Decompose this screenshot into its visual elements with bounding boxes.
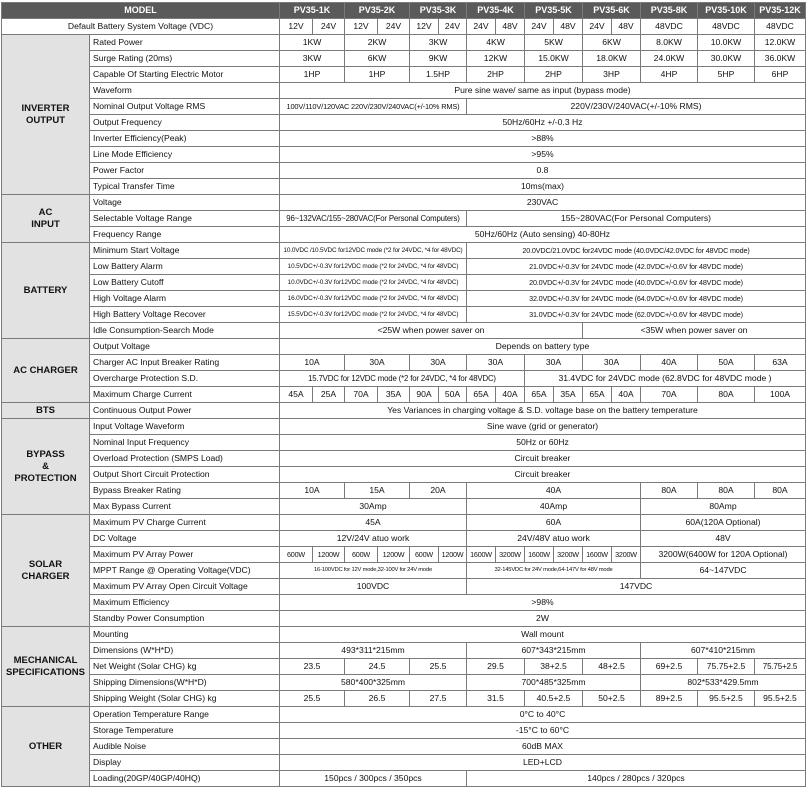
section-battery: BATTERY bbox=[2, 243, 90, 339]
cell: 0.8 bbox=[280, 163, 806, 179]
cell: 50Hz/60Hz +/-0.3 Hz bbox=[280, 115, 806, 131]
row-label: Selectable Voltage Range bbox=[90, 211, 280, 227]
cell: 1200W bbox=[439, 547, 467, 563]
cell: 9KW bbox=[410, 51, 467, 67]
cell: 95.5+2.5 bbox=[755, 691, 806, 707]
ac-voltage-row bbox=[2, 195, 806, 211]
row-label: Maximum PV Charge Current bbox=[90, 515, 280, 531]
cell: 16-100VDC for 12V mode,32-100V for 24V mode bbox=[280, 563, 467, 579]
motor-row bbox=[2, 67, 806, 83]
cell: 40A bbox=[496, 387, 525, 403]
row-label: Frequency Range bbox=[90, 227, 280, 243]
cell: 24.5 bbox=[345, 659, 410, 675]
storage-temp-row bbox=[2, 723, 806, 739]
max-bypass-row bbox=[2, 499, 806, 515]
section-label: CHARGER bbox=[21, 570, 70, 582]
cell: >98% bbox=[280, 595, 806, 611]
cell: 40A bbox=[612, 387, 641, 403]
section-ac-charger: AC CHARGER bbox=[2, 339, 90, 403]
cell: 1200W bbox=[378, 547, 410, 563]
cell: Depends on battery type bbox=[280, 339, 806, 355]
cell: 23.5 bbox=[280, 659, 345, 675]
cell: 80A bbox=[755, 483, 806, 499]
cell: 600W bbox=[345, 547, 378, 563]
cell: 89+2.5 bbox=[641, 691, 698, 707]
overcharge-row bbox=[2, 371, 806, 387]
cell: 50A bbox=[439, 387, 467, 403]
nominal-voltage-row bbox=[2, 99, 806, 115]
cell: 30Amp bbox=[280, 499, 467, 515]
row-label: Voltage bbox=[90, 195, 280, 211]
dc-voltage-row bbox=[2, 531, 806, 547]
cell: >95% bbox=[280, 147, 806, 163]
section-label: PROTECTION bbox=[14, 472, 77, 484]
model-5k: PV35-5K bbox=[525, 3, 583, 19]
cell: 1200W bbox=[313, 547, 345, 563]
cell: 607*410*215mm bbox=[641, 643, 806, 659]
cell: 5KW bbox=[525, 35, 583, 51]
surge-row bbox=[2, 51, 806, 67]
power-factor-row bbox=[2, 163, 806, 179]
section-label: AC bbox=[38, 206, 53, 218]
row-label: Overload Protection (SMPS Load) bbox=[90, 451, 280, 467]
cell: 8.0KW bbox=[641, 35, 698, 51]
cell: 3200W bbox=[496, 547, 525, 563]
cell: 16.0VDC+/-0.3V for12VDC mode (*2 for 24VDC, *4 for 48VDC) bbox=[280, 291, 467, 307]
cell: 40.5+2.5 bbox=[525, 691, 583, 707]
frequency-row bbox=[2, 115, 806, 131]
cell: 2HP bbox=[467, 67, 525, 83]
cell: 26.5 bbox=[345, 691, 410, 707]
row-label: Max Bypass Current bbox=[90, 499, 280, 515]
cell: 25A bbox=[313, 387, 345, 403]
cell: 24.0KW bbox=[641, 51, 698, 67]
row-label: High Voltage Alarm bbox=[90, 291, 280, 307]
cell: 95.5+2.5 bbox=[698, 691, 755, 707]
model-4k: PV35-4K bbox=[467, 3, 525, 19]
row-label: Audible Noise bbox=[90, 739, 280, 755]
cell: 15.5VDC+/-0.3V for12VDC mode (*2 for 24VDC, *4 for 48VDC) bbox=[280, 307, 467, 323]
section-bypass-protection bbox=[2, 419, 90, 515]
cell: 30A bbox=[410, 355, 467, 371]
spec-table bbox=[1, 2, 806, 787]
row-label: Default Battery System Voltage (VDC) bbox=[2, 19, 280, 35]
row-label: Dimensions (W*H*D) bbox=[90, 643, 280, 659]
cell: Sine wave (grid or generator) bbox=[280, 419, 806, 435]
default-voltage-row bbox=[2, 19, 806, 35]
section-inverter-output bbox=[2, 35, 90, 195]
cell: 30A bbox=[583, 355, 641, 371]
open-circuit-row bbox=[2, 579, 806, 595]
loading-row bbox=[2, 771, 806, 787]
model-10k: PV35-10K bbox=[698, 3, 755, 19]
row-label: Idle Consumption-Search Mode bbox=[90, 323, 280, 339]
row-label: Power Factor bbox=[90, 163, 280, 179]
input-frequency-row bbox=[2, 435, 806, 451]
row-label: DC Voltage bbox=[90, 531, 280, 547]
cell: 75.75+2.5 bbox=[755, 659, 806, 675]
cell: 600W bbox=[410, 547, 439, 563]
cell: 0°C to 40°C bbox=[280, 707, 806, 723]
cell: 1HP bbox=[280, 67, 345, 83]
cell: 48VDC bbox=[698, 19, 755, 35]
cell: 50Hz/60Hz (Auto sensing) 40-80Hz bbox=[280, 227, 806, 243]
cell: 1HP bbox=[345, 67, 410, 83]
cell: 140pcs / 280pcs / 320pcs bbox=[467, 771, 806, 787]
cell: 31.4VDC for 24VDC mode (62.8VDC for 48VDC mode ) bbox=[525, 371, 806, 387]
cell: 10.0KW bbox=[698, 35, 755, 51]
cell: 48V bbox=[641, 531, 806, 547]
row-label: Minimum Start Voltage bbox=[90, 243, 280, 259]
cell: 30A bbox=[345, 355, 410, 371]
cell: 31.0VDC+/-0.3V for 24VDC mode (62.0VDC+/-0.6V for 48VDC mode) bbox=[467, 307, 806, 323]
cell: 80A bbox=[641, 483, 698, 499]
ship-weight-row bbox=[2, 691, 806, 707]
cell: 10.0VDC+/-0.3V for12VDC mode (*2 for 24VDC, *4 for 48VDC) bbox=[280, 275, 467, 291]
cell: 36.0KW bbox=[755, 51, 806, 67]
cell: 29.5 bbox=[467, 659, 525, 675]
cell: 1600W bbox=[583, 547, 612, 563]
bts-row bbox=[2, 403, 806, 419]
cell: Circuit breaker bbox=[280, 451, 806, 467]
cell: 220V/230V/240VAC(+/-10% RMS) bbox=[467, 99, 806, 115]
cell: 48V bbox=[554, 19, 583, 35]
cell: 3KW bbox=[280, 51, 345, 67]
cell: 100VDC bbox=[280, 579, 467, 595]
high-alarm-row bbox=[2, 291, 806, 307]
section-ac-input bbox=[2, 195, 90, 243]
row-label: Maximum Charge Current bbox=[90, 387, 280, 403]
row-label: MPPT Range @ Operating Voltage(VDC) bbox=[90, 563, 280, 579]
cell: 24V bbox=[583, 19, 612, 35]
cell: 64~147VDC bbox=[641, 563, 806, 579]
cell: 12.0KW bbox=[755, 35, 806, 51]
cell: 65A bbox=[525, 387, 554, 403]
cell: 60A bbox=[467, 515, 641, 531]
cell: 147VDC bbox=[467, 579, 806, 595]
cell: 10ms(max) bbox=[280, 179, 806, 195]
cell: 20.0VDC+/-0.3V for 24VDC mode (40.0VDC+/-0.6V for 48VDC mode) bbox=[467, 275, 806, 291]
dimensions-row bbox=[2, 643, 806, 659]
pv-array-power-row bbox=[2, 547, 806, 563]
voltage-range-row bbox=[2, 211, 806, 227]
cell: 100A bbox=[755, 387, 806, 403]
section-other: OTHER bbox=[2, 707, 90, 787]
spec-sheet bbox=[1, 2, 806, 787]
cell: 10A bbox=[280, 355, 345, 371]
max-charge-current-row bbox=[2, 387, 806, 403]
cell: 3HP bbox=[583, 67, 641, 83]
charger-output-row bbox=[2, 339, 806, 355]
cell: 32.0VDC+/-0.3V for 24VDC mode (64.0VDC+/-0.6V for 48VDC mode) bbox=[467, 291, 806, 307]
cell: >88% bbox=[280, 131, 806, 147]
cell: 493*311*215mm bbox=[280, 643, 467, 659]
idle-row bbox=[2, 323, 806, 339]
cell: 48V bbox=[496, 19, 525, 35]
cell: 580*400*325mm bbox=[280, 675, 467, 691]
cell: 6KW bbox=[345, 51, 410, 67]
section-label: INPUT bbox=[31, 218, 60, 230]
cell: 2KW bbox=[345, 35, 410, 51]
cell: 12V bbox=[410, 19, 439, 35]
cell: -15°C to 60°C bbox=[280, 723, 806, 739]
cell: 3200W bbox=[612, 547, 641, 563]
mounting-row bbox=[2, 627, 806, 643]
cell: 30.0KW bbox=[698, 51, 755, 67]
cell: 30A bbox=[467, 355, 525, 371]
cell: 2W bbox=[280, 611, 806, 627]
model-3k: PV35-3K bbox=[410, 3, 467, 19]
low-alarm-row bbox=[2, 259, 806, 275]
model-2k: PV35-2K bbox=[345, 3, 410, 19]
cell: 75.75+2.5 bbox=[698, 659, 755, 675]
cell: 35A bbox=[554, 387, 583, 403]
row-label: Line Mode Efficiency bbox=[90, 147, 280, 163]
row-label: Typical Transfer Time bbox=[90, 179, 280, 195]
row-label: Overcharge Protection S.D. bbox=[90, 371, 280, 387]
cell: 12V/24V atuo work bbox=[280, 531, 467, 547]
row-label: Input Voltage Waveform bbox=[90, 419, 280, 435]
cell: 150pcs / 300pcs / 350pcs bbox=[280, 771, 467, 787]
cell: 15A bbox=[345, 483, 410, 499]
cell: <35W when power saver on bbox=[583, 323, 806, 339]
row-label: Mounting bbox=[90, 627, 280, 643]
section-label: SPECIFICATIONS bbox=[6, 666, 85, 678]
row-label: High Battery Voltage Recover bbox=[90, 307, 280, 323]
row-label: Output Frequency bbox=[90, 115, 280, 131]
waveform-row bbox=[2, 83, 806, 99]
cell: 12KW bbox=[467, 51, 525, 67]
row-label: Nominal Output Voltage RMS bbox=[90, 99, 280, 115]
cell: 6KW bbox=[583, 35, 641, 51]
frequency-range-row bbox=[2, 227, 806, 243]
section-label: OUTPUT bbox=[25, 114, 66, 126]
section-bts: BTS bbox=[2, 403, 90, 419]
cell: 12V bbox=[345, 19, 378, 35]
cell: 38+2.5 bbox=[525, 659, 583, 675]
bypass-breaker-row bbox=[2, 483, 806, 499]
cell: 1.5HP bbox=[410, 67, 467, 83]
cell: 48VDC bbox=[755, 19, 806, 35]
cell: 2HP bbox=[525, 67, 583, 83]
cell: 24V bbox=[378, 19, 410, 35]
cell: 31.5 bbox=[467, 691, 525, 707]
row-label: Low Battery Alarm bbox=[90, 259, 280, 275]
cell: 4HP bbox=[641, 67, 698, 83]
max-efficiency-row bbox=[2, 595, 806, 611]
row-label: Standby Power Consumption bbox=[90, 611, 280, 627]
min-start-row bbox=[2, 243, 806, 259]
cell: 155~280VAC(For Personal Computers) bbox=[467, 211, 806, 227]
row-label: Capable Of Starting Electric Motor bbox=[90, 67, 280, 83]
cell: 27.5 bbox=[410, 691, 467, 707]
section-label: MECHANICAL bbox=[13, 654, 78, 666]
cell: 70A bbox=[345, 387, 378, 403]
display-row bbox=[2, 755, 806, 771]
standby-row bbox=[2, 611, 806, 627]
cell: 10.0VDC /10.5VDC for12VDC mode (*2 for 24VDC, *4 for 48VDC) bbox=[280, 243, 467, 259]
cell: 45A bbox=[280, 387, 313, 403]
row-label: Output Voltage bbox=[90, 339, 280, 355]
cell: 50A bbox=[698, 355, 755, 371]
efficiency-row bbox=[2, 131, 806, 147]
row-label: Surge Rating (20ms) bbox=[90, 51, 280, 67]
row-label: Continuous Output Power bbox=[90, 403, 280, 419]
cell: 65A bbox=[467, 387, 496, 403]
row-label: Rated Power bbox=[90, 35, 280, 51]
row-label: Maximum Efficiency bbox=[90, 595, 280, 611]
cell: 80A bbox=[698, 387, 755, 403]
cell: 1600W bbox=[467, 547, 496, 563]
noise-row bbox=[2, 739, 806, 755]
cell: 3200W bbox=[554, 547, 583, 563]
input-waveform-row bbox=[2, 419, 806, 435]
op-temp-row bbox=[2, 707, 806, 723]
overload-row bbox=[2, 451, 806, 467]
cell: Wall mount bbox=[280, 627, 806, 643]
row-label: Storage Temperature bbox=[90, 723, 280, 739]
cell: 40A bbox=[641, 355, 698, 371]
row-label: Maximum PV Array Open Circuit Voltage bbox=[90, 579, 280, 595]
cell: 12V bbox=[280, 19, 313, 35]
cell: 607*343*215mm bbox=[467, 643, 641, 659]
cell: 60A(120A Optional) bbox=[641, 515, 806, 531]
cell: 700*485*325mm bbox=[467, 675, 641, 691]
section-mechanical bbox=[2, 627, 90, 707]
cell: 80A bbox=[698, 483, 755, 499]
cell: 69+2.5 bbox=[641, 659, 698, 675]
cell: 100V/110V/120VAC 220V/230V/240VAC(+/-10% RMS) bbox=[280, 99, 467, 115]
cell: 20A bbox=[410, 483, 467, 499]
section-label: SOLAR bbox=[28, 558, 63, 570]
short-circuit-row bbox=[2, 467, 806, 483]
cell: 24V bbox=[467, 19, 496, 35]
cell: 4KW bbox=[467, 35, 525, 51]
cell: 3200W(6400W for 120A Optional) bbox=[641, 547, 806, 563]
cell: 25.5 bbox=[280, 691, 345, 707]
cell: 600W bbox=[280, 547, 313, 563]
cell: 24V bbox=[525, 19, 554, 35]
section-label: BYPASS bbox=[26, 448, 65, 460]
cell: 48VDC bbox=[641, 19, 698, 35]
cell: 80Amp bbox=[641, 499, 806, 515]
cell: 40A bbox=[467, 483, 641, 499]
cell: 50+2.5 bbox=[583, 691, 641, 707]
cell: 48+2.5 bbox=[583, 659, 641, 675]
row-label: Operation Temperature Range bbox=[90, 707, 280, 723]
cell: 24V bbox=[439, 19, 467, 35]
row-label: Display bbox=[90, 755, 280, 771]
row-label: Nominal Input Frequency bbox=[90, 435, 280, 451]
row-label: Waveform bbox=[90, 83, 280, 99]
pv-current-row bbox=[2, 515, 806, 531]
header-row bbox=[2, 3, 806, 19]
cell: 10.5VDC+/-0.3V for12VDC mode (*2 for 24VDC, *4 for 48VDC) bbox=[280, 259, 467, 275]
cell: 802*533*429.5mm bbox=[641, 675, 806, 691]
net-weight-row bbox=[2, 659, 806, 675]
row-label: Loading(20GP/40GP/40HQ) bbox=[90, 771, 280, 787]
cell: 40Amp bbox=[467, 499, 641, 515]
cell: 24V/48V atuo work bbox=[467, 531, 641, 547]
model-header: MODEL bbox=[2, 3, 280, 19]
cell: 15.0KW bbox=[525, 51, 583, 67]
charger-breaker-row bbox=[2, 355, 806, 371]
cell: LED+LCD bbox=[280, 755, 806, 771]
section-label: INVERTER bbox=[21, 102, 70, 114]
row-label: Net Weight (Solar CHG) kg bbox=[90, 659, 280, 675]
cell: 10A bbox=[280, 483, 345, 499]
section-solar-charger bbox=[2, 515, 90, 627]
cell: Circuit breaker bbox=[280, 467, 806, 483]
cell: 18.0KW bbox=[583, 51, 641, 67]
cell: 15.7VDC for 12VDC mode (*2 for 24VDC, *4 for 48VDC) bbox=[280, 371, 525, 387]
cell: 63A bbox=[755, 355, 806, 371]
cell: 90A bbox=[410, 387, 439, 403]
cell: 25.5 bbox=[410, 659, 467, 675]
cell: 230VAC bbox=[280, 195, 806, 211]
model-8k: PV35-8K bbox=[641, 3, 698, 19]
high-recover-row bbox=[2, 307, 806, 323]
cell: 35A bbox=[378, 387, 410, 403]
cell: 6HP bbox=[755, 67, 806, 83]
cell: 96~132VAC/155~280VAC(For Personal Computers) bbox=[280, 211, 467, 227]
cell: 5HP bbox=[698, 67, 755, 83]
section-label: & bbox=[42, 460, 49, 472]
row-label: Charger AC Input Breaker Rating bbox=[90, 355, 280, 371]
cell: Pure sine wave/ same as input (bypass mode) bbox=[280, 83, 806, 99]
model-12k: PV35-12K bbox=[755, 3, 806, 19]
cell: 48V bbox=[612, 19, 641, 35]
line-efficiency-row bbox=[2, 147, 806, 163]
rated-power-row bbox=[2, 35, 806, 51]
row-label: Low Battery Cutoff bbox=[90, 275, 280, 291]
row-label: Bypass Breaker Rating bbox=[90, 483, 280, 499]
cell: Yes Variances in charging voltage & S.D. voltage base on the battery temperature bbox=[280, 403, 806, 419]
low-cutoff-row bbox=[2, 275, 806, 291]
mppt-row bbox=[2, 563, 806, 579]
transfer-time-row bbox=[2, 179, 806, 195]
row-label: Inverter Efficiency(Peak) bbox=[90, 131, 280, 147]
model-6k: PV35-6K bbox=[583, 3, 641, 19]
ship-dimensions-row bbox=[2, 675, 806, 691]
model-1k: PV35-1K bbox=[280, 3, 345, 19]
cell: 21.0VDC+/-0.3V for 24VDC mode (42.0VDC+/-0.6V for 48VDC mode) bbox=[467, 259, 806, 275]
cell: 1600W bbox=[525, 547, 554, 563]
cell: 65A bbox=[583, 387, 612, 403]
cell: 24V bbox=[313, 19, 345, 35]
cell: 70A bbox=[641, 387, 698, 403]
cell: 50Hz or 60Hz bbox=[280, 435, 806, 451]
cell: 20.0VDC/21.0VDC for24VDC mode (40.0VDC/42.0VDC for 48VDC mode) bbox=[467, 243, 806, 259]
row-label: Shipping Weight (Solar CHG) kg bbox=[90, 691, 280, 707]
row-label: Shipping Dimensions(W*H*D) bbox=[90, 675, 280, 691]
row-label: Output Short Circuit Protection bbox=[90, 467, 280, 483]
cell: 45A bbox=[280, 515, 467, 531]
cell: 32-145VDC for 24V mode,64-147V for 48V mode bbox=[467, 563, 641, 579]
row-label: Maximum PV Array Power bbox=[90, 547, 280, 563]
cell: 3KW bbox=[410, 35, 467, 51]
cell: 1KW bbox=[280, 35, 345, 51]
cell: 30A bbox=[525, 355, 583, 371]
cell: 60dB MAX bbox=[280, 739, 806, 755]
cell: <25W when power saver on bbox=[280, 323, 583, 339]
